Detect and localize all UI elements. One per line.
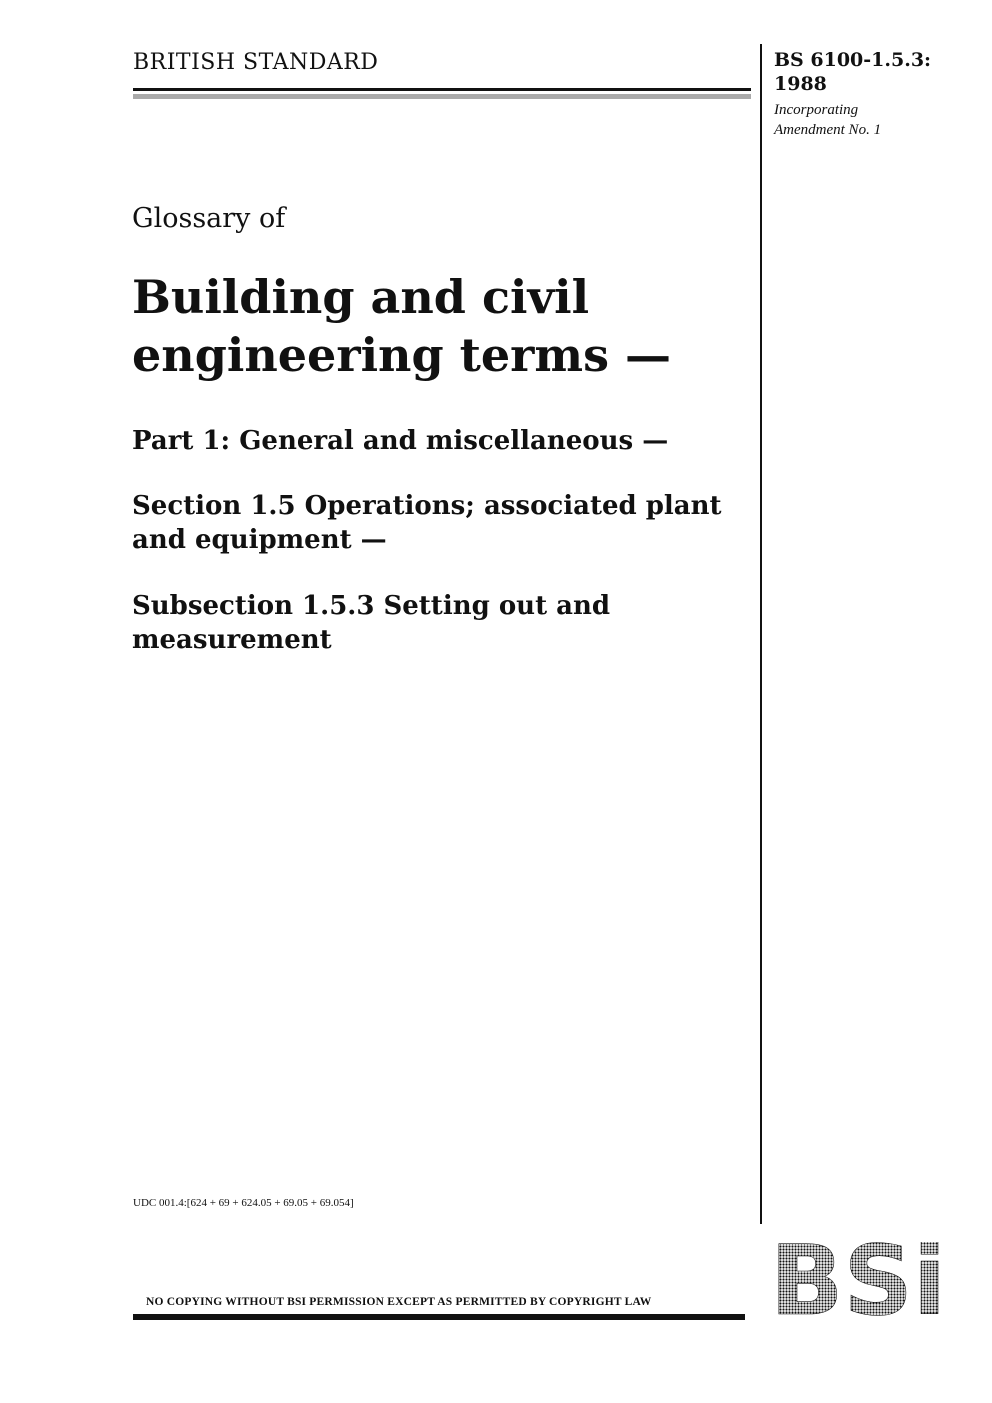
header-rule-gray: [133, 94, 751, 99]
standard-number-line1: BS 6100-1.5.3:: [774, 49, 932, 71]
header-rule-black: [133, 88, 751, 91]
header-label: BRITISH STANDARD: [133, 50, 379, 75]
section-title-line1: Section 1.5 Operations; associated plant: [132, 491, 722, 521]
standard-number-line2: 1988: [774, 73, 827, 95]
subsection-title-line2: measurement: [132, 625, 332, 655]
amendment-note: [774, 100, 881, 140]
section-title-line2: and equipment —: [132, 525, 387, 555]
vertical-divider: [760, 44, 762, 1224]
bsi-logo-text: BSi: [770, 1242, 946, 1318]
copyright-notice: NO COPYING WITHOUT BSI PERMISSION EXCEPT AS PERMITTED BY COPYRIGHT LAW: [146, 1296, 652, 1308]
main-title-line2: engineering terms —: [132, 328, 671, 382]
footer-rule: [133, 1314, 745, 1320]
main-title: [132, 268, 752, 384]
amendment-line1: Incorporating: [774, 102, 859, 118]
subsection-title: [132, 589, 752, 657]
part-title: Part 1: General and miscellaneous —: [132, 426, 669, 456]
standard-number: [774, 48, 931, 96]
main-title-line1: Building and civil: [132, 270, 590, 324]
subsection-title-line1: Subsection 1.5.3 Setting out and: [132, 591, 611, 621]
amendment-line2: Amendment No. 1: [774, 122, 882, 138]
section-title: [132, 489, 752, 557]
udc-classification: UDC 001.4:[624 + 69 + 624.05 + 69.05 + 69.054]: [133, 1197, 354, 1209]
bsi-logo: [770, 1242, 946, 1318]
title-prefix: Glossary of: [132, 203, 286, 234]
